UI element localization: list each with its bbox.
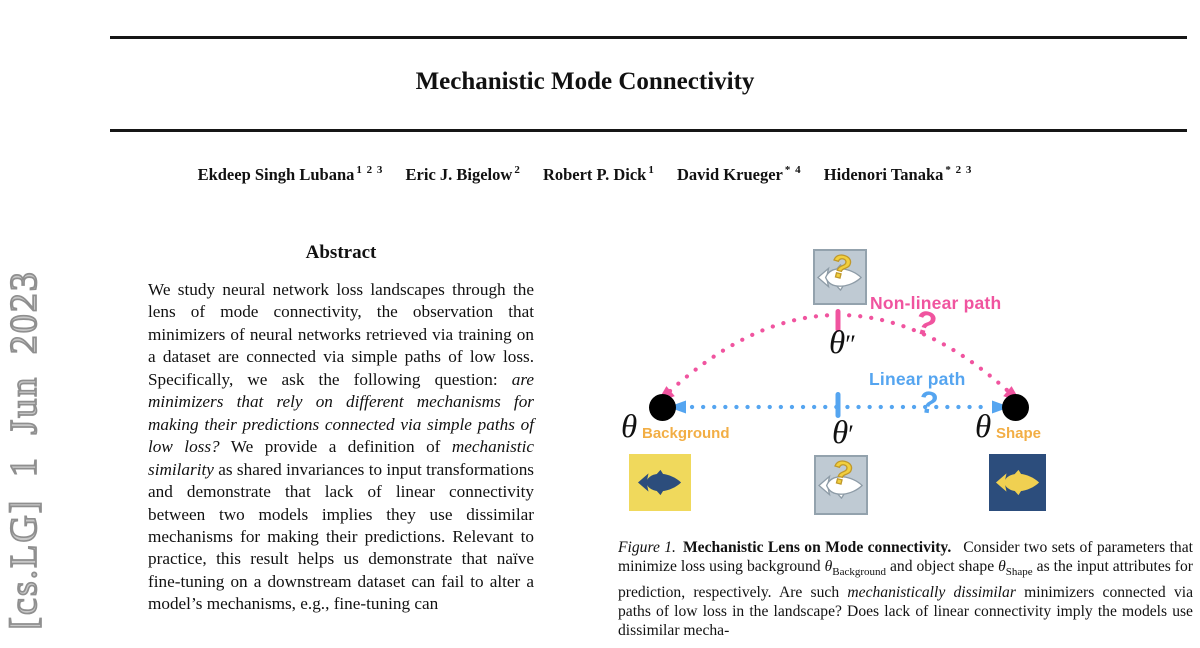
author-affiliation: * 4 bbox=[784, 164, 802, 176]
author-affiliation: 1 bbox=[648, 164, 655, 176]
author-name: Hidenori Tanaka bbox=[823, 164, 944, 184]
abstract-segment: We study neural network loss landscapes through the lens of mode connectivity, the observation that minimizers of neural networks retrieved via training on a dataset are connected via simple paths of low loss. Specifically, we ask the following question: bbox=[148, 280, 534, 389]
caption-segment: and object shape bbox=[886, 558, 999, 576]
ambiguous-shark-image-bottom bbox=[814, 452, 868, 515]
author-affiliation: * 2 3 bbox=[945, 164, 973, 176]
caption-segment: minimizers connected via paths of low loss in the landscape? Does bbox=[618, 583, 1193, 620]
yellow-shark-icon bbox=[995, 469, 1041, 496]
double-prime: ″ bbox=[845, 330, 857, 359]
nonlinear-question-mark: ? bbox=[910, 302, 941, 346]
minimizer-dot-shape bbox=[1002, 394, 1029, 421]
caption-theta: θ bbox=[824, 558, 833, 576]
author bbox=[824, 165, 973, 184]
figure-1-diagram bbox=[618, 245, 1196, 533]
arxiv-category-stamp: [cs.LG] 1 Jun 2023 bbox=[3, 270, 45, 630]
header-rule-top bbox=[110, 36, 1187, 39]
abstract-text bbox=[148, 279, 534, 616]
abstract-segment: as shared invariances to input transformations and demonstrate that lack of linear connectivity between two models implies they use dissimilar mechanisms for making their predictions. Relevant to practice, this result helps us demonstrate that naïve fine-tuning on a downstream dataset can fail to alter a model’s mechanisms, e.g., fine-tuning can bbox=[148, 459, 534, 614]
author-affiliation: 1 2 3 bbox=[356, 164, 384, 176]
theta-shape-subscript: Shape bbox=[996, 425, 1042, 442]
theta-symbol: θ bbox=[829, 325, 846, 361]
author bbox=[677, 165, 802, 184]
abstract-italic-question: are minimizers that rely on different mechanisms for making their predictions connected via simple paths of low loss? bbox=[148, 369, 534, 457]
abstract-heading: Abstract bbox=[305, 242, 377, 263]
abstract-column bbox=[148, 242, 534, 616]
ambiguous-shark-image-top bbox=[813, 246, 867, 305]
paper-title: Mechanistic Mode Connectivity bbox=[415, 68, 755, 95]
caption-theta-subscript: Background bbox=[832, 566, 886, 579]
author bbox=[543, 165, 655, 184]
nonlinear-path-label: Non-linear path bbox=[870, 293, 1002, 313]
caption-theta: θ bbox=[998, 558, 1006, 576]
prime: ′ bbox=[848, 420, 854, 449]
author-name: Eric J. Bigelow bbox=[405, 164, 513, 184]
background-attribute-image bbox=[629, 454, 691, 511]
abstract-segment: We provide a definition of bbox=[219, 437, 452, 457]
author bbox=[406, 165, 521, 184]
caption-partial-line: lack of linear connectivity imply the models use dissimilar mecha- bbox=[618, 602, 1193, 639]
author-name: David Krueger bbox=[677, 164, 783, 184]
caption-segment: as the input attributes for prediction, respectively. Are such bbox=[618, 558, 1193, 601]
navy-shark-icon bbox=[637, 469, 683, 496]
figure-1-caption bbox=[618, 538, 1193, 648]
question-mark-overlay: ? bbox=[827, 452, 857, 493]
header-rule-bottom bbox=[110, 129, 1187, 132]
theta-double-prime-label bbox=[829, 327, 856, 360]
theta-background-subscript: Background bbox=[642, 425, 730, 442]
author-affiliation: 2 bbox=[514, 164, 521, 176]
linear-question-mark: ? bbox=[916, 383, 941, 422]
question-mark-overlay: ? bbox=[826, 246, 856, 287]
theta-prime-label bbox=[832, 417, 854, 450]
theta-symbol: θ bbox=[832, 415, 849, 451]
author bbox=[198, 165, 384, 184]
figure-number-label: Figure 1. bbox=[618, 539, 676, 556]
theta-shape-symbol: θ bbox=[975, 409, 992, 445]
author-name: Ekdeep Singh Lubana bbox=[197, 164, 355, 184]
caption-theta-subscript: Shape bbox=[1005, 566, 1033, 579]
minimizer-dot-background bbox=[649, 394, 676, 421]
linear-path-label: Linear path bbox=[869, 369, 966, 389]
author-line bbox=[85, 164, 1085, 185]
shape-attribute-image bbox=[989, 454, 1046, 511]
caption-bold-title: Mechanistic Lens on Mode connectivity. bbox=[682, 539, 952, 556]
caption-segment: Consider two sets of parameters that minimize loss using background bbox=[618, 539, 1193, 576]
abstract-italic-term: mechanistic similarity bbox=[148, 437, 534, 479]
caption-italic-term: mechanistically dissimilar bbox=[847, 583, 1016, 601]
author-name: Robert P. Dick bbox=[542, 164, 647, 184]
theta-background-symbol: θ bbox=[621, 409, 638, 445]
